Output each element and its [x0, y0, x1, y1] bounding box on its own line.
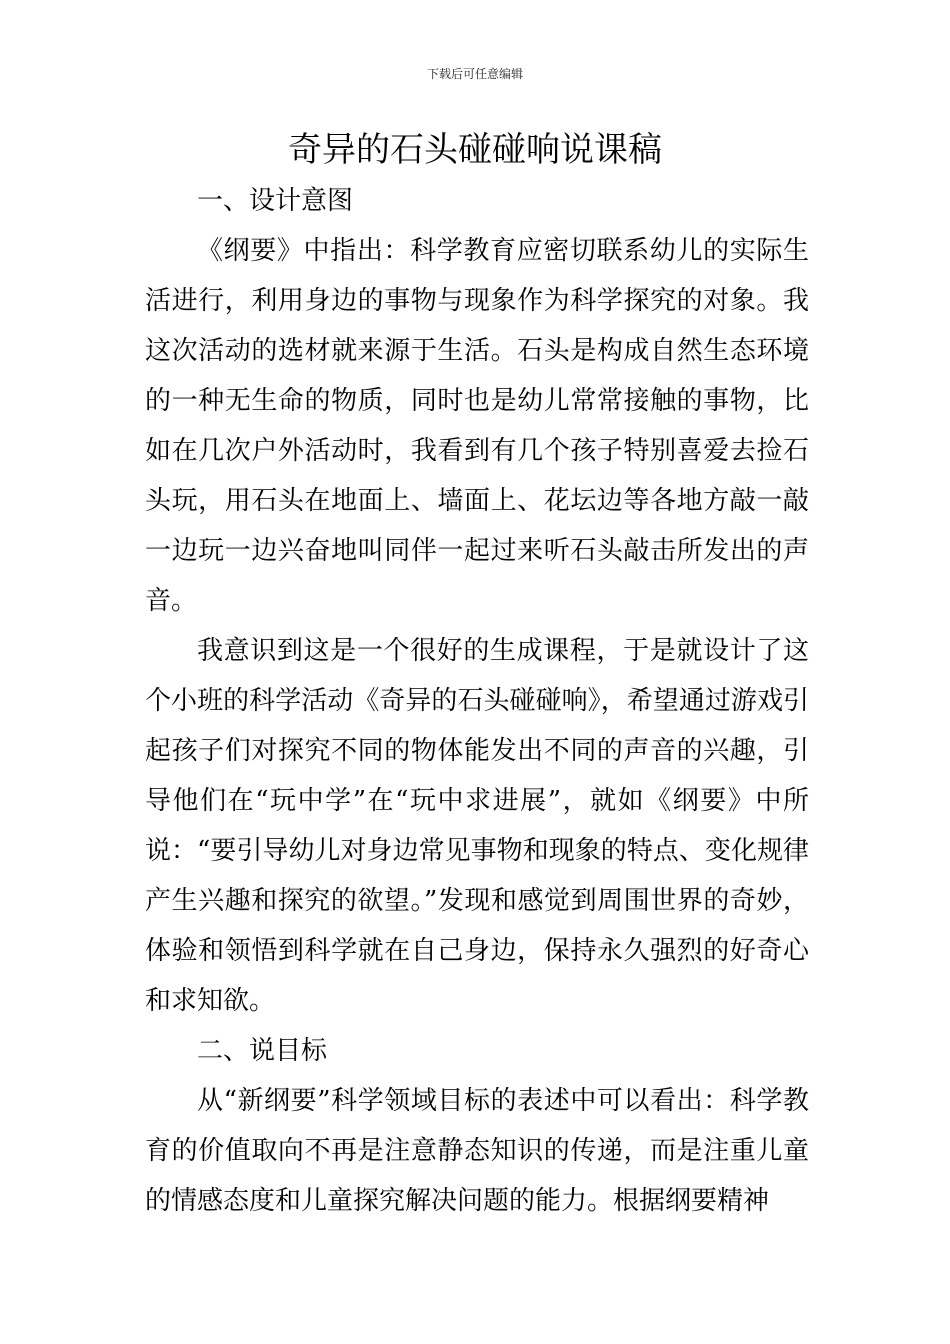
document-body [145, 176, 809, 1226]
header-note: 下载后可任意编辑 [426, 67, 523, 81]
document-title: 奇异的石头碰碰响说课稿 [288, 130, 662, 170]
paragraph-design-intent-1: 《纲要》中指出：科学教育应密切联系幼儿的实际生活进行，利用身边的事物与现象作为科学探究的对象。我这次活动的选材就来源于生活。石头是构成自然生态环境的一种无生命的物质，同时也是幼儿常常接触的事物，比如在几次户外活动时，我看到有几个孩子特别喜爱去捡石头玩，用石头在地面上、墙面上、花坛边等各地方敲一敲一边玩一边兴奋地叫同伴一起过来听石头敲击所发出的声音。 [145, 236, 809, 616]
section-heading-design-intent: 一、设计意图 [197, 186, 354, 216]
section-heading-goals: 二、说目标 [197, 1036, 328, 1066]
paragraph-goals-1: 从“新纲要”科学领域目标的表述中可以看出：科学教育的价值取向不再是注意静态知识的传递，而是注重儿童的情感态度和儿童探究解决问题的能力。根据纲要精神 [145, 1086, 809, 1216]
paragraph-design-intent-2: 我意识到这是一个很好的生成课程，于是就设计了这个小班的科学活动《奇异的石头碰碰响》，希望通过游戏引起孩子们对探究不同的物体能发出不同的声音的兴趣，引导他们在“玩中学”在“玩中求进展”，就如《纲要》中所说：“要引导幼儿对身边常见事物和现象的特点、变化规律产生兴趣和探究的欲望。”发现和感觉到周围世界的奇妙，体验和领悟到科学就在自己身边，保持永久强烈的好奇心和求知欲。 [145, 636, 809, 1016]
